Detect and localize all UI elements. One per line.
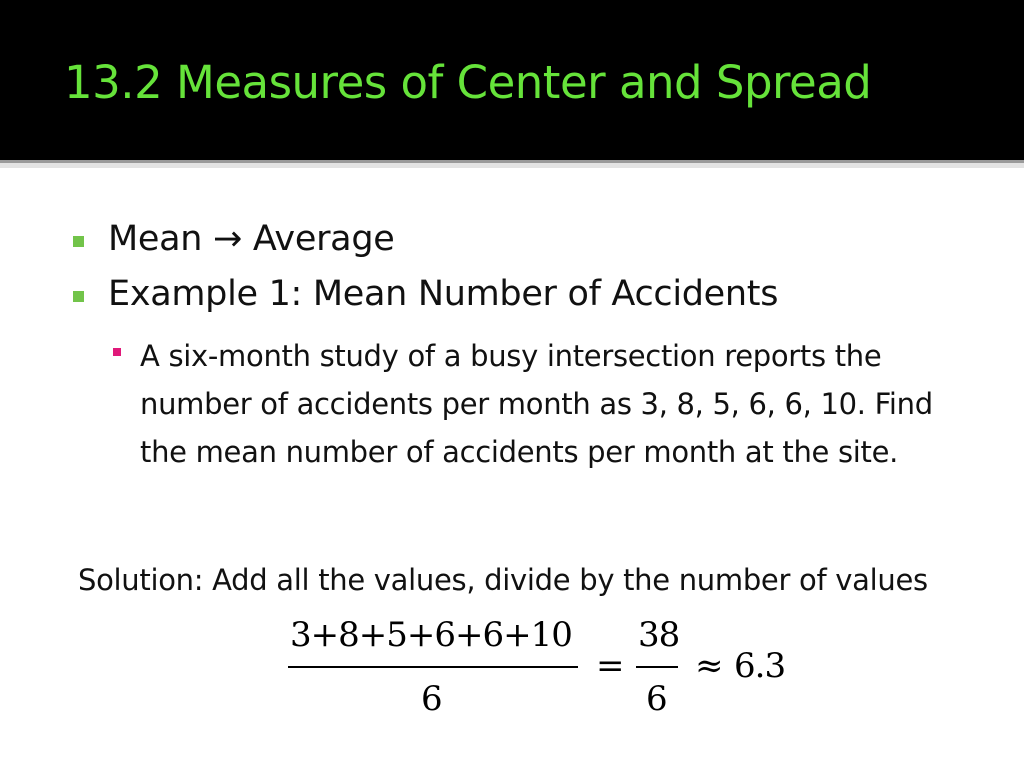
sub-bullet-square-icon (113, 348, 121, 356)
slide-title: 13.2 Measures of Center and Spread (64, 56, 872, 109)
fraction-bar (288, 666, 578, 668)
fraction-bar-2 (636, 666, 678, 668)
equals-sign: = (596, 646, 625, 686)
approx-sign: ≈ (695, 646, 724, 686)
solution-text: Solution: Add all the values, divide by the number of values (78, 563, 928, 597)
title-bar (0, 0, 1024, 160)
bullet-square-icon (73, 291, 84, 302)
formula-numerator-2: 38 (638, 615, 680, 655)
sub-bullet-problem: A six-month study of a busy intersection reports the number of accidents per month as 3, 8, 5, 6, 6, 10. Find the mean number of accidents per month at the site. (140, 339, 933, 469)
formula-numerator: 3+8+5+6+6+10 (290, 615, 572, 655)
bullet-mean: Mean → Average (108, 219, 395, 259)
formula-denominator-2: 6 (646, 679, 668, 719)
bullet-square-icon (73, 236, 84, 247)
bullet-example: Example 1: Mean Number of Accidents (108, 274, 779, 314)
header-divider-shadow (0, 163, 1024, 168)
mean-formula (0, 600, 1024, 740)
formula-result: 6.3 (734, 646, 786, 686)
formula-denominator: 6 (421, 679, 443, 719)
